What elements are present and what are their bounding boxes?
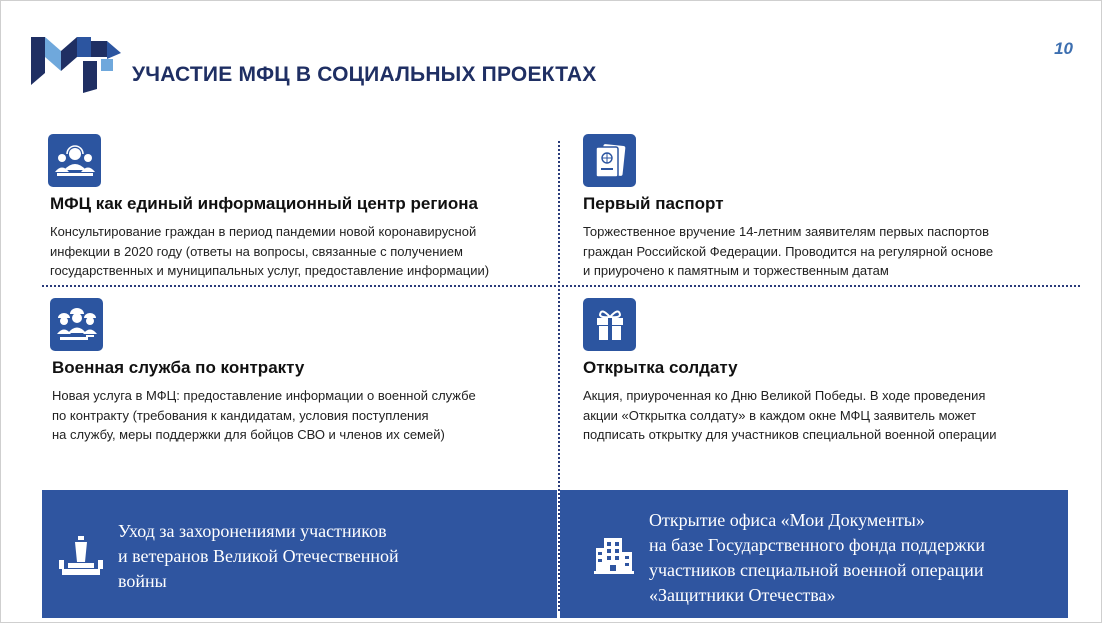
section-line: Консультирование граждан в период пандемии новой коронавирусной [50,224,477,239]
section-line: государственных и муниципальных услуг, предоставление информации) [50,263,490,278]
memorial-icon [58,534,104,578]
banner-line: и ветеранов Великой Отечественной [118,546,399,566]
gift-icon [583,298,636,351]
page-title: УЧАСТИЕ МФЦ В СОЦИАЛЬНЫХ ПРОЕКТАХ [132,63,597,86]
banner-memorial [42,490,557,618]
call-center-icon [48,134,101,187]
section-line: на службу, меры поддержки для бойцов СВО и членов их семей) [52,427,445,442]
section-title-info-center: МФЦ как единый информационный центр региона [50,194,478,213]
banner-office-text [649,508,985,608]
section-text-military-service [52,386,476,445]
banner-line: войны [118,571,167,591]
banner-line: участников специальной военной операции [649,560,984,580]
section-line: граждан Российской Федерации. Проводится на регулярной основе [583,243,994,259]
section-text-first-passport [583,222,993,281]
section-line: Новая услуга в МФЦ: предоставление информации о военной службе [52,388,476,403]
passport-icon [583,134,636,187]
section-text-soldier-postcard [583,386,996,445]
banner-memorial-text [118,519,399,594]
section-title-first-passport: Первый паспорт [583,194,724,213]
section-line: Акция, приуроченная ко Дню Великой Победы. В ходе проведения [583,388,986,403]
section-title-soldier-postcard: Открытка солдату [583,358,738,377]
banner-office [560,490,1068,618]
banner-line: Открытие офиса «Мои Документы» [649,510,925,530]
page-number: 10 [1054,39,1073,58]
mfc-logo-icon [31,37,123,93]
horizontal-divider [42,285,1080,287]
banner-line: на базе Государственного фонда поддержки [649,535,986,555]
banner-line: Уход за захоронениями участников [118,521,387,541]
section-line: и приурочено к памятным и торжественным датам [583,263,889,278]
soldiers-icon [50,298,103,351]
section-line: по контракту (требования к кандидатам, условия поступления [52,407,429,423]
banner-line: «Защитники Отечества» [649,585,836,605]
section-line: инфекции в 2020 году (ответы на вопросы, связанные с получением [50,243,463,259]
section-title-military-service: Военная служба по контракту [52,358,305,377]
section-line: подписать открытку для участников специальной военной операции [583,427,997,442]
office-building-icon [594,534,634,574]
section-text-info-center [50,222,489,281]
section-line: акции «Открытка солдату» в каждом окне МФЦ заявитель может [583,407,977,423]
section-line: Торжественное вручение 14-летним заявителям первых паспортов [583,224,990,239]
